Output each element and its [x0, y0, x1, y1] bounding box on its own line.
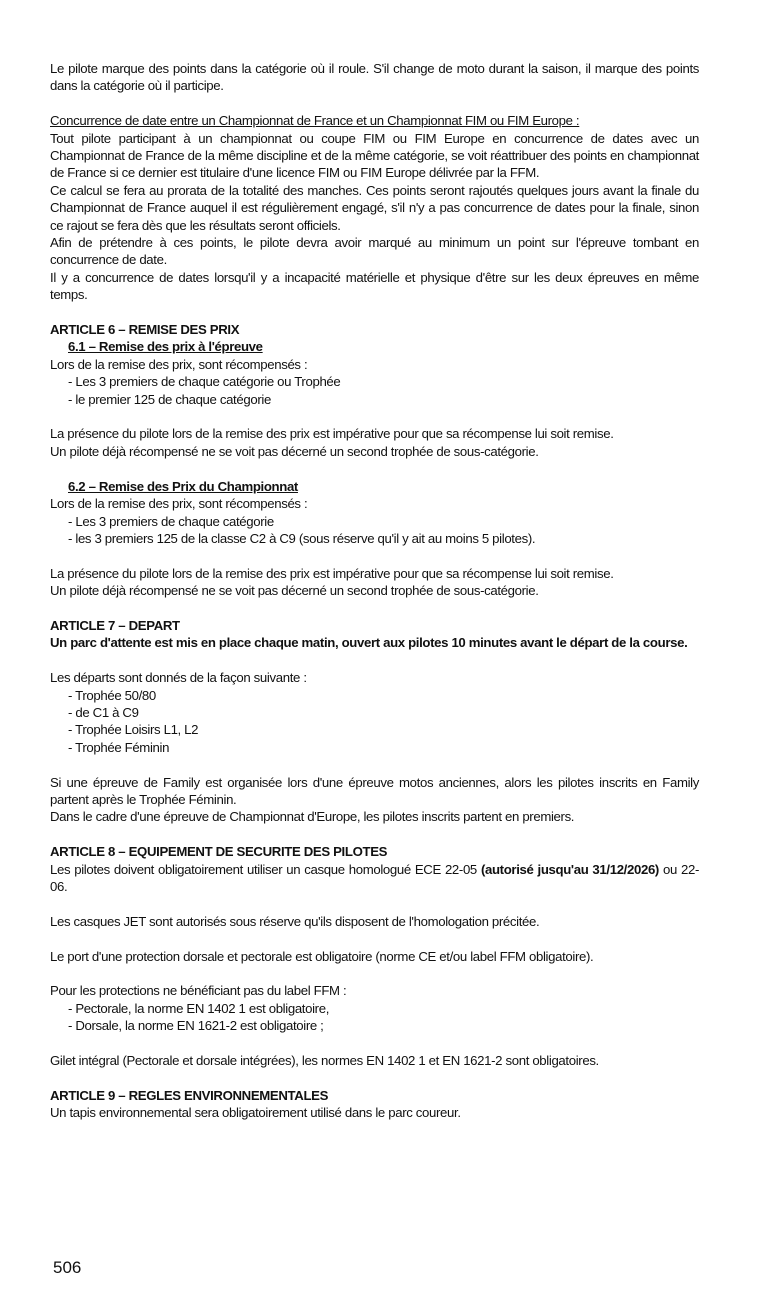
list-item: - Dorsale, la norme EN 1621-2 est obligatoire ; [68, 1017, 699, 1034]
section-6-1-list [50, 373, 699, 408]
section-6-2-intro: Lors de la remise des prix, sont récompensés : [50, 496, 308, 512]
section-6-1-note-1: La présence du pilote lors de la remise des prix est impérative pour que sa récompense lui soit remise. [50, 426, 614, 442]
article-9-title: ARTICLE 9 – REGLES ENVIRONNEMENTALES [50, 1087, 329, 1103]
article-7-bold-line: Un parc d'attente est mis en place chaque matin, ouvert aux pilotes 10 minutes avant le départ de la course. [50, 635, 688, 651]
list-item: - Trophée 50/80 [68, 687, 699, 704]
intro-paragraph: Le pilote marque des points dans la catégorie où il roule. S'il change de moto durant la saison, il marque des points dans la catégorie où il participe. [50, 61, 699, 94]
article-8-paragraph-5: Gilet intégral (Pectorale et dorsale intégrées), les normes EN 1402 1 et EN 1621-2 sont obligatoires. [50, 1052, 599, 1068]
article-6-title: ARTICLE 6 – REMISE DES PRIX [50, 322, 240, 338]
page-number: 506 [53, 1258, 82, 1277]
article-8-paragraph-4: Pour les protections ne bénéficiant pas du label FFM : [50, 983, 347, 999]
list-item: - Trophée Féminin [68, 739, 699, 756]
concurrence-heading: Concurrence de date entre un Championnat de France et un Championnat FIM ou FIM Europe : [50, 113, 580, 129]
article-7-title: ARTICLE 7 – DEPART [50, 617, 180, 633]
section-6-2-note-2: Un pilote déjà récompensé ne se voit pas décerné un second trophée de sous-catégorie. [50, 583, 539, 599]
list-item: - le premier 125 de chaque catégorie [68, 391, 699, 408]
section-6-2-title: 6.2 – Remise des Prix du Championnat [68, 478, 298, 494]
article-8-paragraph-1 [50, 861, 699, 896]
section-6-2-list [50, 513, 699, 548]
concurrence-paragraph-4: Il y a concurrence de dates lorsqu'il y a incapacité matérielle et physique d'être sur les deux épreuves en même temps. [50, 269, 699, 303]
list-item: - Les 3 premiers de chaque catégorie [68, 513, 699, 530]
section-6-2-note-1: La présence du pilote lors de la remise des prix est impérative pour que sa récompense lui soit remise. [50, 565, 614, 581]
article-9-paragraph: Un tapis environnemental sera obligatoirement utilisé dans le parc coureur. [50, 1105, 461, 1121]
concurrence-paragraph-3: Afin de prétendre à ces points, le pilote devra avoir marqué au minimum un point sur l'épreuve tombant en concurrence de date. [50, 235, 699, 268]
article-7-list [50, 687, 699, 757]
section-6-1-title: 6.1 – Remise des prix à l'épreuve [68, 339, 263, 355]
list-item: - Pectorale, la norme EN 1402 1 est obligatoire, [68, 1000, 699, 1017]
article-8-list [50, 1000, 699, 1035]
article-8-paragraph-2: Les casques JET sont autorisés sous réserve qu'ils disposent de l'homologation précitée. [50, 913, 540, 929]
section-6-1-intro: Lors de la remise des prix, sont récompensés : [50, 356, 308, 372]
section-6-1-note-2: Un pilote déjà récompensé ne se voit pas décerné un second trophée de sous-catégorie. [50, 443, 539, 459]
concurrence-paragraph-2: Ce calcul se fera au prorata de la totalité des manches. Ces points seront rajoutés quelques jours avant la finale du Championnat de France auquel il est régulièrement engagé, s'il n'y a pas concurrence de dates pour la finale, sinon ce rajout se fera dès que les résultats seront officiels. [50, 182, 699, 233]
article-7-intro: Les départs sont donnés de la façon suivante : [50, 670, 307, 686]
article-8-title: ARTICLE 8 – EQUIPEMENT DE SECURITE DES PILOTES [50, 844, 388, 860]
list-item: - Trophée Loisirs L1, L2 [68, 721, 699, 738]
helmet-text-b: ou 22-06. [50, 861, 700, 894]
concurrence-paragraph-1: Tout pilote participant à un championnat ou coupe FIM ou FIM Europe en concurrence de dates avec un Championnat de France de la même discipline et de la même catégorie, se voit réattribuer des points en championnat de France si ce dernier est titulaire d'une licence FIM ou FIM Europe délivrée par la FFM. [50, 130, 699, 181]
helmet-text-a: Les pilotes doivent obligatoirement utiliser un casque homologué ECE 22-05 [50, 861, 481, 877]
list-item: - de C1 à C9 [68, 704, 699, 721]
article-8-paragraph-3: Le port d'une protection dorsale et pectorale est obligatoire (norme CE et/ou label FFM obligatoire). [50, 948, 594, 964]
article-7-paragraph-2: Dans le cadre d'une épreuve de Championnat d'Europe, les pilotes inscrits partent en premiers. [50, 809, 575, 825]
helmet-text-bold: (autorisé jusqu'au 31/12/2026) [480, 861, 659, 877]
article-7-paragraph-1: Si une épreuve de Family est organisée lors d'une épreuve motos anciennes, alors les pilotes inscrits en Family partent après le Trophée Féminin. [50, 774, 699, 807]
list-item: - les 3 premiers 125 de la classe C2 à C9 (sous réserve qu'il y ait au moins 5 pilotes). [68, 530, 699, 547]
list-item: - Les 3 premiers de chaque catégorie ou Trophée [68, 373, 699, 390]
